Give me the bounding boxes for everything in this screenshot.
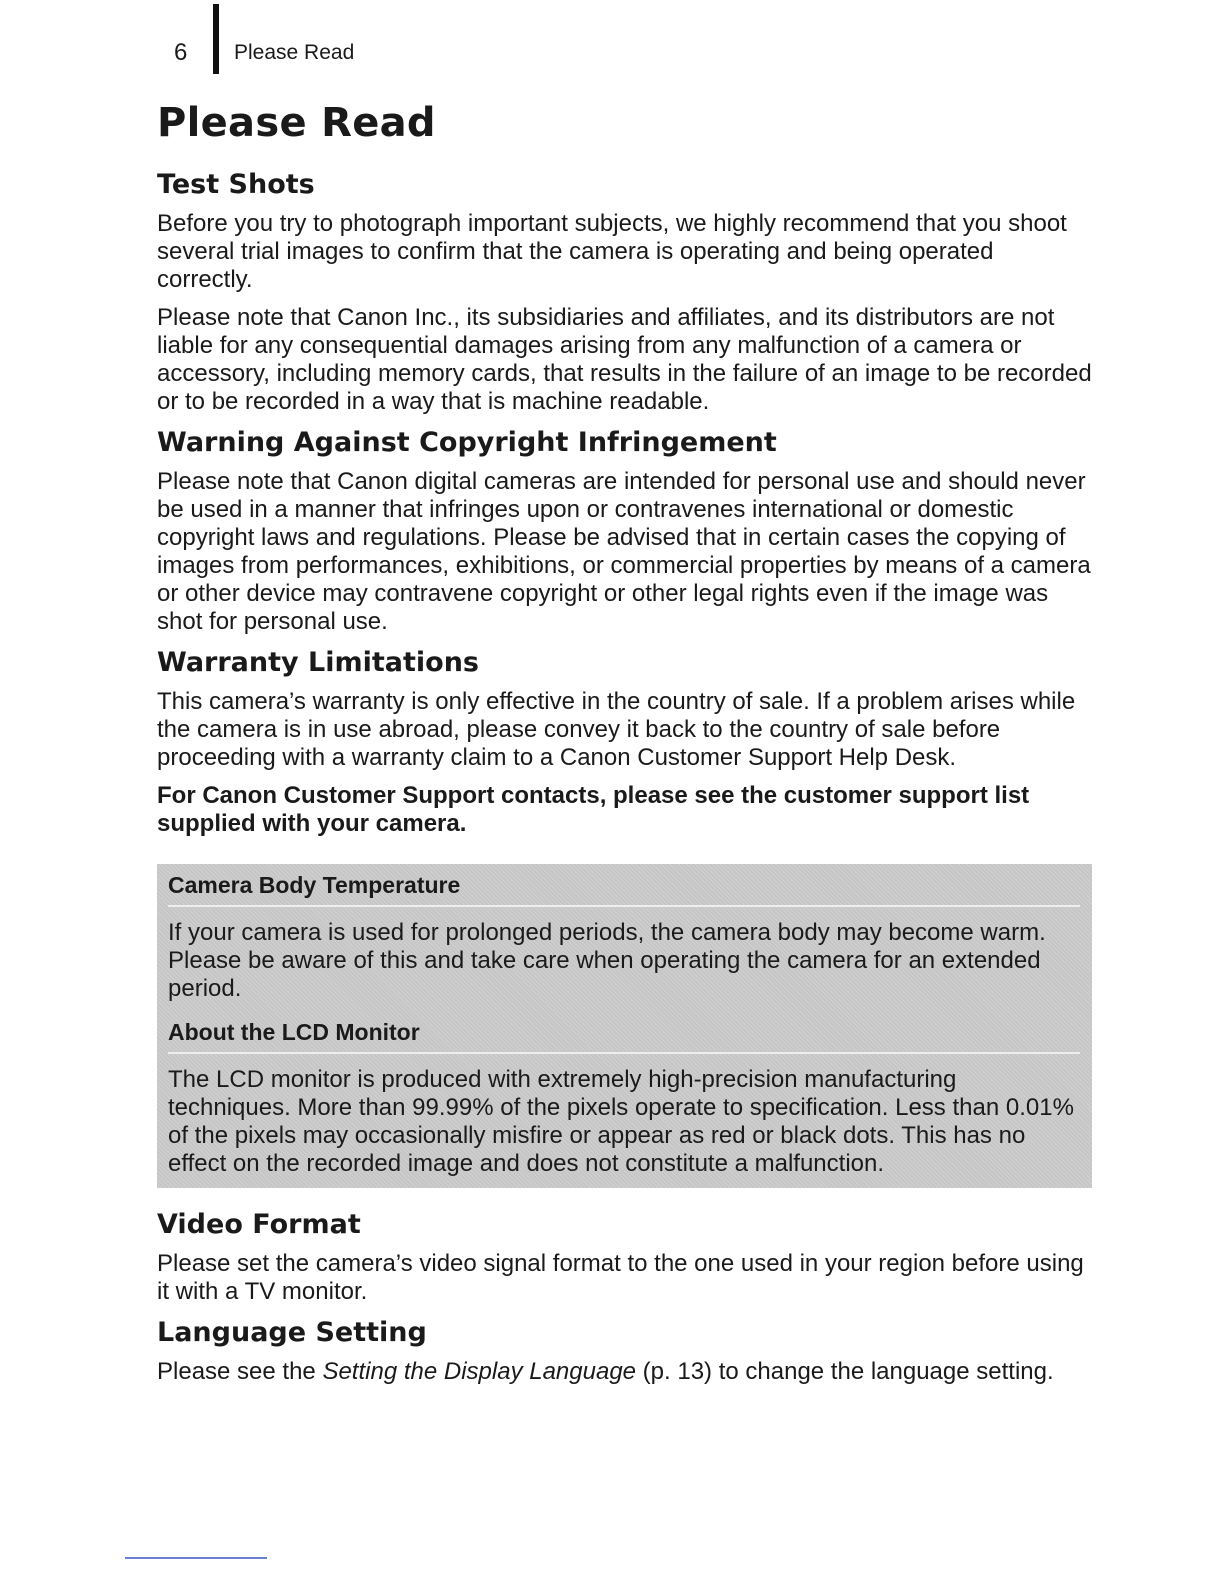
note-text-temperature: If your camera is used for prolonged periods, the camera body may become warm. Please be aware of this and take care when operating the camera for an extended period. — [168, 919, 1046, 1002]
page-title: Please Read — [157, 100, 436, 146]
section-warranty — [157, 646, 1092, 838]
heading-video-format: Video Format — [157, 1209, 361, 1240]
note-title-lcd: About the LCD Monitor — [168, 1017, 1080, 1054]
language-paragraph — [157, 1358, 1092, 1386]
video-format-paragraph: Please set the camera’s video signal format to the one used in your region before using it with a TV monitor. — [157, 1250, 1084, 1305]
running-title: Please Read — [234, 41, 355, 64]
warranty-paragraph: This camera’s warranty is only effective in the country of sale. If a problem arises while the camera is in use abroad, please convey it back to the country of sale before proceeding with a warranty claim to a Canon Customer Support Help Desk. — [157, 688, 1076, 771]
note-box — [157, 864, 1092, 1188]
page-content — [157, 96, 1092, 1396]
heading-test-shots: Test Shots — [157, 169, 315, 200]
header-divider — [213, 4, 219, 74]
language-link-title: Setting the Display Language — [322, 1358, 637, 1385]
language-text-after: (p. 13) to change the language setting. — [636, 1358, 1054, 1385]
section-video-format — [157, 1208, 1092, 1306]
note-text-lcd: The LCD monitor is produced with extremely high-precision manufacturing techniques. More than 99.99% of the pixels operate to specification. Less than 0.01% of the pixels may occasionally misfire or appear as red or black dots. This has no effect on the recorded image and does not constitute a malfunction. — [168, 1066, 1074, 1177]
section-language — [157, 1316, 1092, 1386]
heading-copyright: Warning Against Copyright Infringement — [157, 427, 777, 458]
page-number: 6 — [174, 39, 188, 66]
section-copyright — [157, 426, 1092, 636]
copyright-paragraph: Please note that Canon digital cameras are intended for personal use and should never be used in a manner that infringes upon or contravenes international or domestic copyright laws and regulations. Please be advised that in certain cases the copying of images from performances, exhibitions, or commercial properties by means of a camera or other device may contravene copyright or other legal rights even if the image was shot for personal use. — [157, 468, 1091, 635]
test-shots-paragraph-2: Please note that Canon Inc., its subsidiaries and affiliates, and its distributors are not liable for any consequential damages arising from any malfunction of a camera or accessory, including memory cards, that results in the failure of an image to be recorded or to be recorded in a way that is machine readable. — [157, 304, 1092, 415]
heading-warranty: Warranty Limitations — [157, 647, 479, 678]
heading-language: Language Setting — [157, 1317, 427, 1348]
test-shots-paragraph-1: Before you try to photograph important subjects, we highly recommend that you shoot several trial images to confirm that the camera is operating and being operated correctly. — [157, 210, 1067, 293]
section-test-shots — [157, 168, 1092, 416]
warranty-support-note: For Canon Customer Support contacts, please see the customer support list supplied with your camera. — [157, 782, 1030, 837]
footer-rule — [125, 1557, 267, 1559]
language-text-before: Please see the — [157, 1358, 323, 1385]
page-header — [0, 0, 1224, 80]
note-title-temperature: Camera Body Temperature — [168, 870, 1080, 907]
